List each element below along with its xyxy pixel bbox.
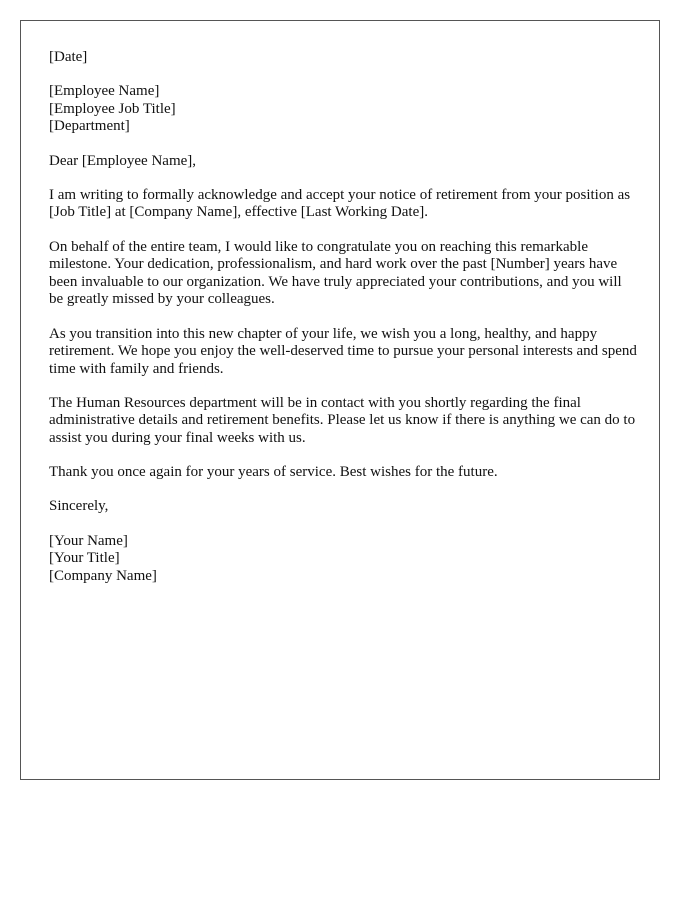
recipient-name: [Employee Name]: [49, 83, 160, 100]
salutation-block: [49, 153, 639, 171]
recipient-block: [49, 83, 639, 136]
signature-block: [49, 533, 639, 586]
signature-name: [Your Name]: [49, 532, 128, 549]
recipient-job-title: [Employee Job Title]: [49, 100, 176, 117]
date-block: [49, 49, 639, 67]
salutation: Dear [Employee Name],: [49, 152, 197, 169]
signature-company: [Company Name]: [49, 567, 157, 584]
closing: Sincerely,: [49, 498, 109, 515]
paragraph-well-wishes: As you transition into this new chapter of your life, we wish you a long, healthy, and happy retirement. We hope you enjoy the well-deserved time to pursue your personal interests and spend time with family and friends.: [49, 325, 637, 377]
paragraph-congratulations: On behalf of the entire team, I would like to congratulate you on reaching this remarkable milestone. Your dedication, professionalism, and hard work over the past [Number] years have been invaluable to our organization. We have truly appreciated your contributions, and you will be greatly missed by your colleagues.: [49, 238, 622, 308]
paragraph-hr-contact: The Human Resources department will be in contact with you shortly regarding the final administrative details and retirement benefits. Please let us know if there is anything we can do to assist you during your final weeks with us.: [49, 394, 636, 447]
recipient-department: [Department]: [49, 118, 130, 135]
paragraph-acknowledgement: I am writing to formally acknowledge and accept your notice of retirement from your position as [Job Title] at [Company Name], effective [Last Working Date].: [49, 186, 631, 221]
letter-body: [49, 49, 639, 602]
paragraph-thanks: Thank you once again for your years of service. Best wishes for the future.: [49, 464, 498, 481]
letter-date: [Date]: [49, 49, 88, 65]
signature-title: [Your Title]: [49, 550, 120, 567]
letter-page: [20, 20, 660, 780]
closing-block: [49, 498, 639, 516]
